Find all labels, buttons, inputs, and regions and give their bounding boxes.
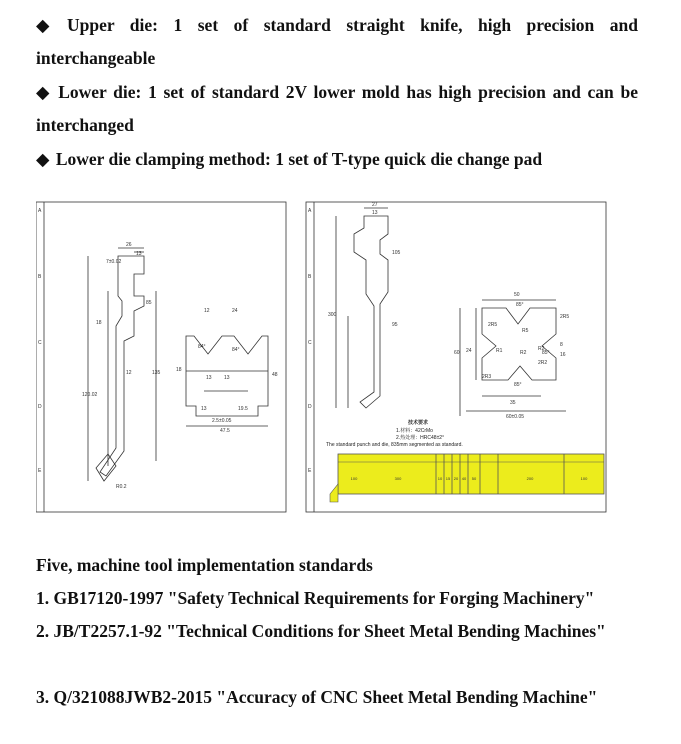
standard-item-1 (36, 582, 638, 615)
segment-length-label: 300 (394, 476, 402, 481)
frame-letter: B (308, 274, 312, 280)
dimension-label: 47.5 (220, 428, 230, 434)
die-segment-strip (330, 454, 604, 502)
dimension-label: 24 (232, 308, 238, 314)
dimension-label: 2R2 (538, 360, 548, 366)
segment-length-label: 50 (471, 476, 477, 481)
dimension-label: 26 (126, 242, 132, 248)
frame-letter: B (38, 274, 42, 280)
dimension-label: 19.5 (238, 406, 248, 412)
drawing-frame-left (36, 202, 286, 512)
dimension-label: 13 (206, 375, 212, 381)
bullet-upper-die (36, 9, 638, 75)
segment-length-label: 10 (437, 476, 443, 481)
dimension-label: 84° (232, 347, 240, 353)
dimension-label: 8 (560, 342, 563, 348)
multi-v-die-drawing (460, 300, 566, 416)
dimension-label: 2.5±0.05 (212, 418, 232, 424)
dimension-label: R2 (520, 350, 527, 356)
diamond-bullet-icon: ◆ (36, 82, 50, 102)
bullet-text: Upper die: 1 set of standard straight knife, high precision and interchangeable (36, 15, 638, 68)
bullet-text: Lower die clamping method: 1 set of T-type quick die change pad (55, 149, 543, 169)
tech-requirements-title: 技术要求 (408, 420, 429, 426)
dimension-label: 48 (272, 372, 278, 378)
frame-letter: C (38, 340, 42, 346)
diamond-bullet-icon: ◆ (36, 149, 50, 169)
drawing-caption: The standard punch and die, 835mm segmented as standard. (326, 442, 463, 448)
dimension-label: 27 (372, 202, 378, 208)
dimension-label: R1 (496, 348, 503, 354)
dimension-label: 85° (542, 350, 550, 356)
dimension-label: 120.02 (82, 392, 98, 398)
standard-text: JB/T2257.1-92 "Technical Conditions for Sheet Metal Bending Machines" (53, 621, 606, 641)
tech-requirement-item: 1.材料：42CrMo (396, 428, 433, 434)
standard-number: 3. (36, 687, 50, 707)
frame-letter: E (308, 468, 312, 474)
frame-letter: A (308, 208, 312, 214)
segment-length-label: 40 (461, 476, 467, 481)
dimension-label: 60 (454, 350, 460, 356)
segment-length-label: 100 (580, 476, 588, 481)
frame-letter: D (38, 404, 42, 410)
dimension-label: 13 (136, 251, 142, 257)
upper-punch-drawing (88, 248, 156, 481)
diamond-bullet-icon: ◆ (36, 15, 50, 35)
bullet-lower-die (36, 76, 638, 142)
dimension-label: 2R5 (488, 322, 498, 328)
dimension-label: 12 (204, 308, 210, 314)
technical-drawing (36, 196, 646, 526)
bullet-clamping (36, 143, 638, 176)
section-title: Five, machine tool implementation standards (36, 555, 373, 575)
tech-requirement-item: 2.热处理：HRC48±2° (396, 435, 445, 441)
dimension-label: 18 (96, 320, 102, 326)
segment-length-label: 15 (445, 476, 451, 481)
dimension-label: R2 (538, 346, 545, 352)
dimension-label: 7±0.02 (106, 259, 122, 265)
frame-letter: C (308, 340, 312, 346)
bullet-text: Lower die: 1 set of standard 2V lower mold has high precision and can be interchanged (36, 82, 639, 135)
dimension-label: 60±0.05 (506, 414, 525, 420)
dimension-label: R5 (522, 328, 529, 334)
standard-number: 2. (36, 621, 50, 641)
dimension-label: 35 (510, 400, 516, 406)
standard-item-2 (36, 615, 638, 648)
dimension-label: 84° (198, 344, 206, 350)
standard-number: 1. (36, 588, 50, 608)
dimension-label: 13 (372, 210, 378, 216)
dimension-label: 135 (152, 370, 161, 376)
radius-label: R0.2 (116, 484, 127, 490)
frame-letter: A (38, 208, 42, 214)
long-punch-drawing (336, 208, 388, 408)
dimension-label: 2R3 (482, 374, 492, 380)
dimension-label: 13 (201, 406, 207, 412)
segment-length-label: 20 (453, 476, 459, 481)
frame-letter: E (38, 468, 42, 474)
dimension-label: 16 (560, 352, 566, 358)
dimension-label: 85° (516, 302, 524, 308)
segment-length-label: 100 (350, 476, 358, 481)
standard-text: GB17120-1997 "Safety Technical Requirements for Forging Machinery" (53, 588, 595, 608)
dimension-label: 85° (514, 382, 522, 388)
dimension-label: 105 (392, 250, 401, 256)
dimension-label: 12 (126, 370, 132, 376)
standard-text: Q/321088JWB2-2015 "Accuracy of CNC Sheet Metal Bending Machine" (53, 687, 598, 707)
dimension-label: 300 (328, 312, 337, 318)
segment-length-label: 200 (526, 476, 534, 481)
dimension-label: 18 (176, 367, 182, 373)
dimension-label: 2R5 (560, 314, 570, 320)
dimension-label: 50 (514, 292, 520, 298)
dimension-label: 85 (146, 300, 152, 306)
standard-item-3 (36, 681, 638, 714)
dimension-label: 95 (392, 322, 398, 328)
dimension-label: 13 (224, 375, 230, 381)
frame-letter: D (308, 404, 312, 410)
dimension-label: 24 (466, 348, 472, 354)
